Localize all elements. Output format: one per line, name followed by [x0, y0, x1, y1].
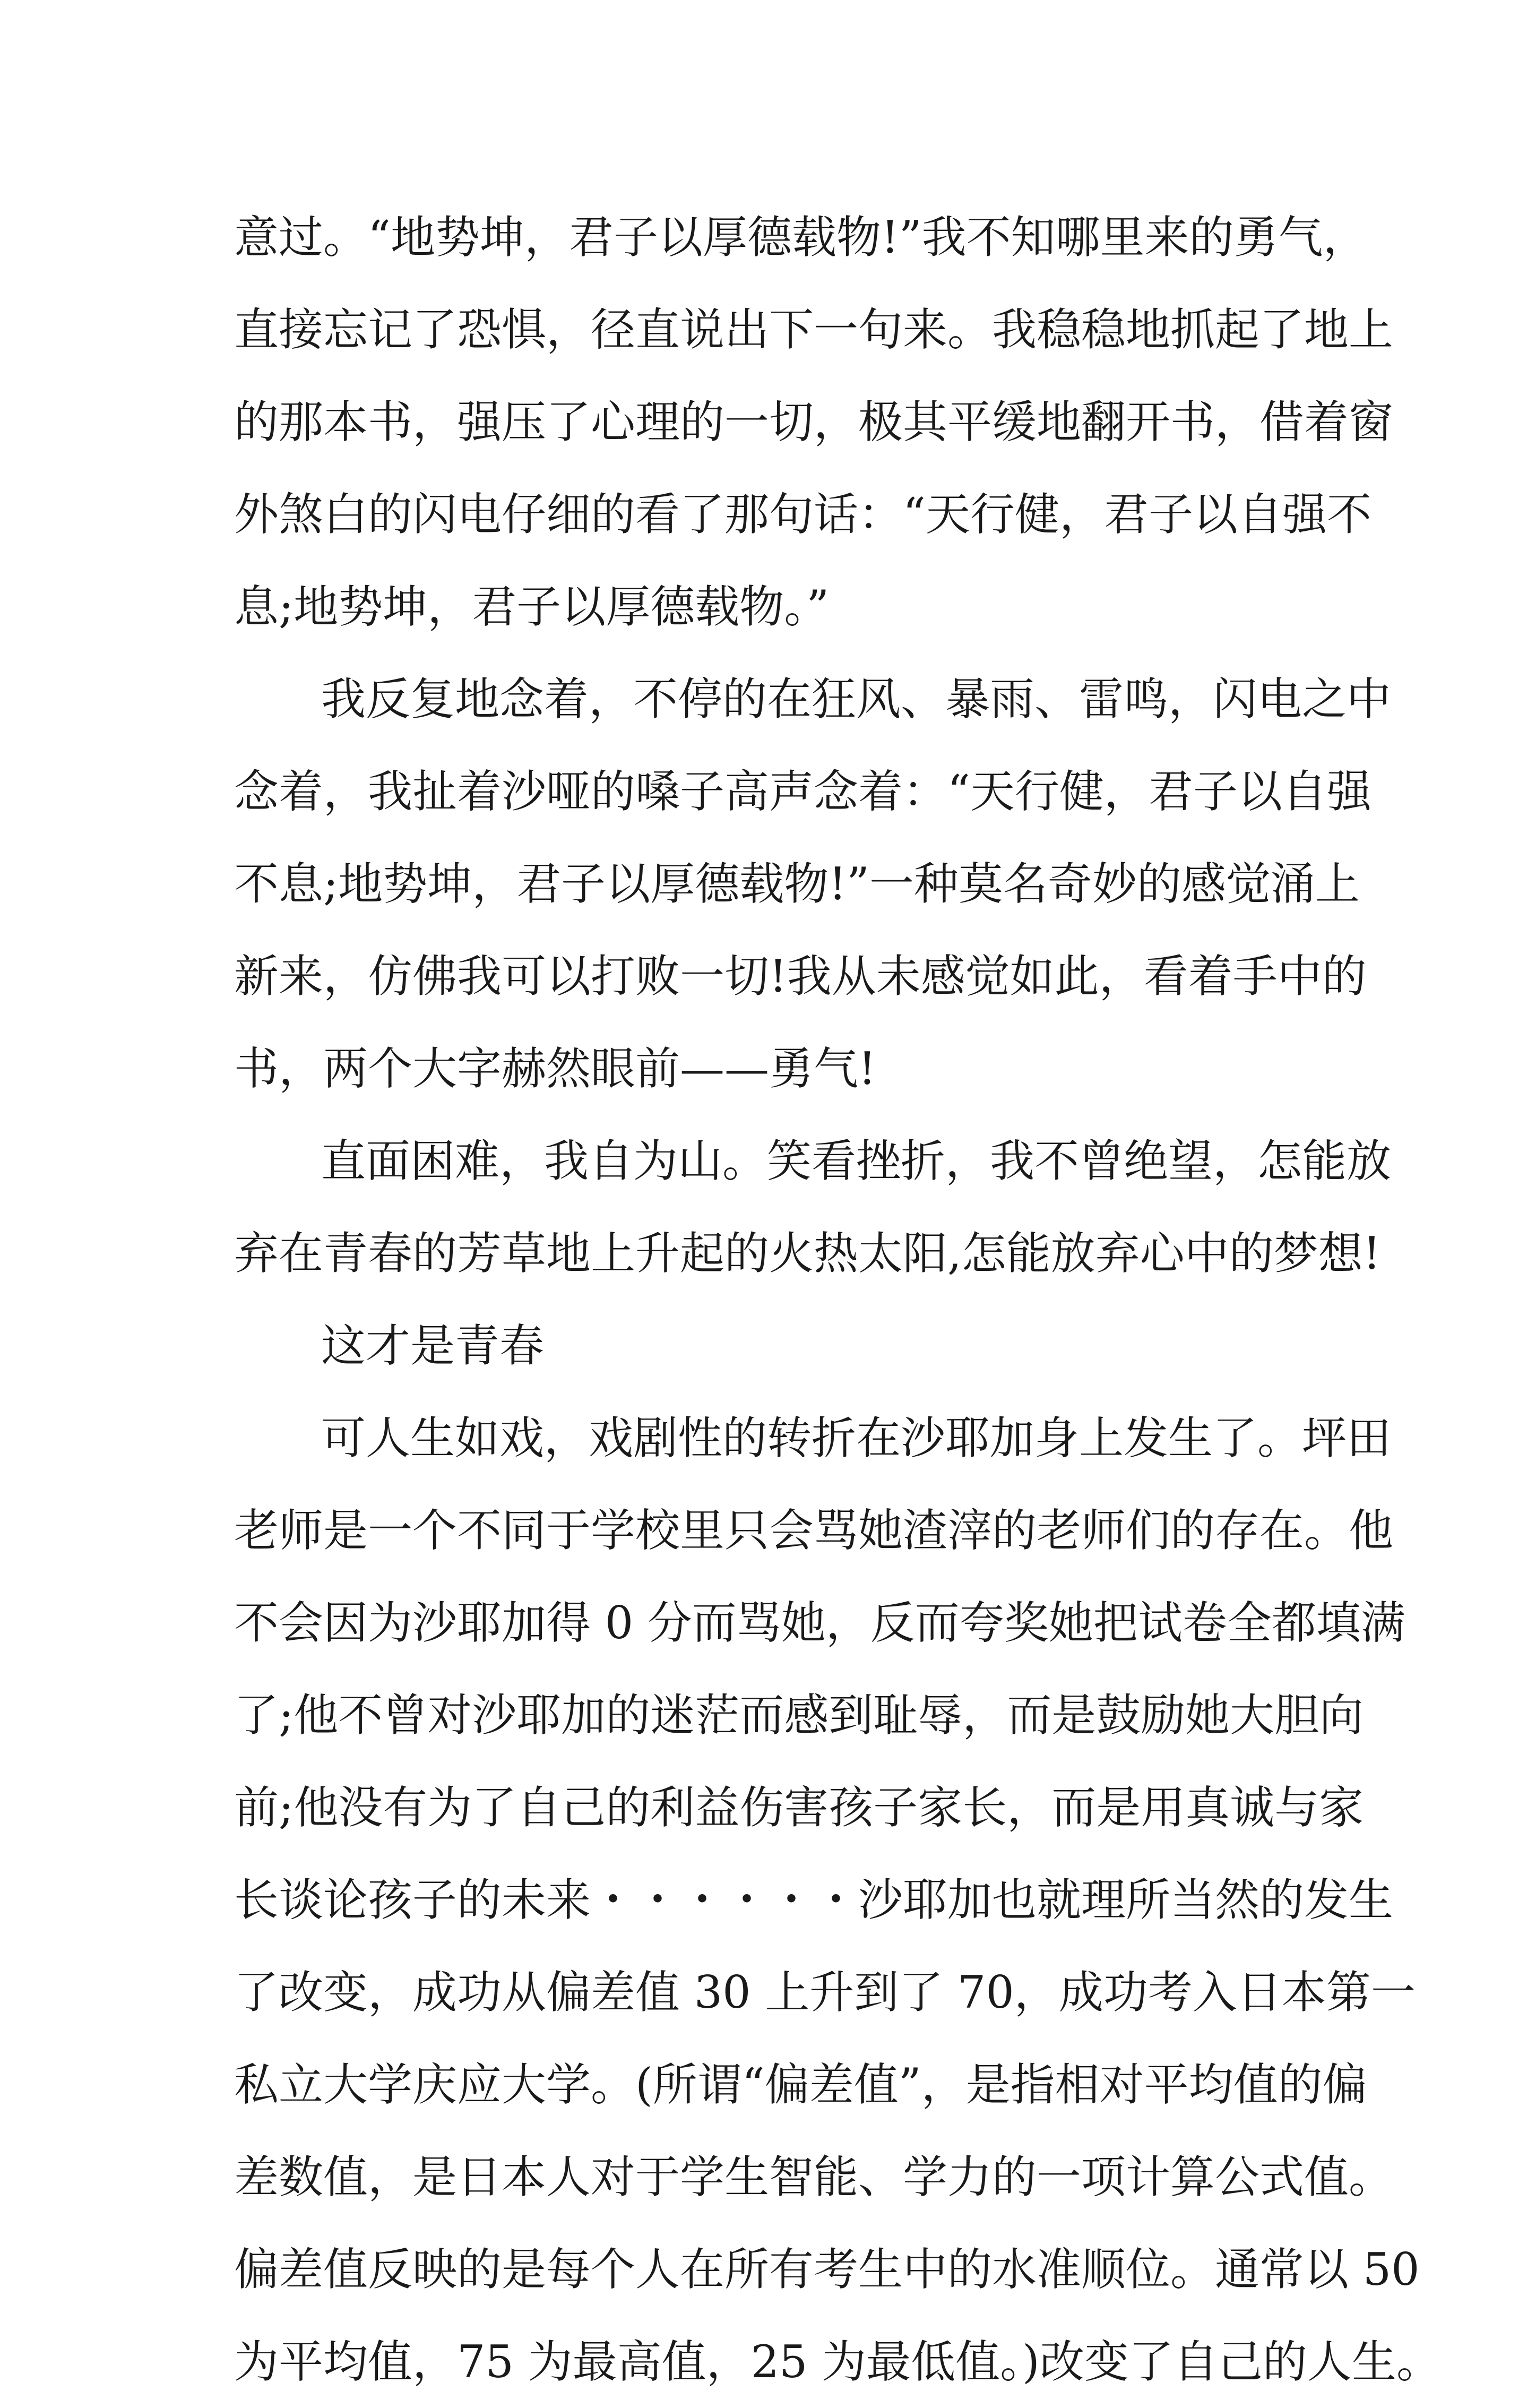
- body-text: [234, 191, 1441, 2408]
- text-line: 念着，我扯着沙哑的嗓子高声念着：“天行健，君子以自强: [234, 766, 1371, 818]
- paragraph-first-line: 可人生如戏，戏剧性的转折在沙耶加身上发生了。坪田: [321, 1412, 1392, 1464]
- text-line: 外煞白的闪电仔细的看了那句话：“天行健，君子以自强不: [234, 488, 1371, 540]
- text-line: 私立大学庆应大学。(所谓“偏差值”，是指相对平均值的偏: [234, 2059, 1367, 2111]
- text-line: 偏差值反映的是每个人在所有考生中的水准顺位。通常以 50: [234, 2243, 1420, 2295]
- text-line: 意过。“地势坤，君子以厚德载物!”我不知哪里来的勇气，: [234, 211, 1368, 263]
- text-line: 不息;地势坤，君子以厚德载物!”一种莫名奇妙的感觉涌上: [234, 858, 1360, 910]
- paragraph-first-line: 直面困难，我自为山。笑看挫折，我不曾绝望，怎能放: [321, 1135, 1392, 1187]
- text-line: 新来，仿佛我可以打败一切!我从未感觉如此，看着手中的: [234, 950, 1367, 1002]
- text-line: 书，两个大字赫然眼前——勇气!: [234, 1043, 876, 1095]
- text-line: 为平均值，75 为最高值，25 为最低值。)改变了自己的人生。: [234, 2336, 1441, 2388]
- text-line: 弃在青春的芳草地上升起的火热太阳,怎能放弃心中的梦想!: [234, 1227, 1381, 1279]
- text-line: 了改变，成功从偏差值 30 上升到了 70，成功考入日本第一: [234, 1966, 1416, 2018]
- text-line: 息;地势坤，君子以厚德载物。”: [234, 581, 830, 633]
- text-line: 前;他没有为了自己的利益伤害孩子家长，而是用真诚与家: [234, 1782, 1364, 1834]
- text-line: 老师是一个不同于学校里只会骂她渣滓的老师们的存在。他: [234, 1504, 1394, 1556]
- paragraph-first-line: 我反复地念着，不停的在狂风、暴雨、雷鸣，闪电之中: [321, 673, 1392, 725]
- text-line: 不会因为沙耶加得 0 分而骂她，反而夸奖她把试卷全都填满: [234, 1597, 1405, 1649]
- text-line: 直接忘记了恐惧，径直说出下一句来。我稳稳地抓起了地上: [234, 304, 1394, 356]
- text-line: 的那本书，强压了心理的一切，极其平缓地翻开书，借着窗: [234, 396, 1394, 448]
- text-line: 长谈论孩子的未来・・・・・・沙耶加也就理所当然的发生: [234, 1874, 1394, 1926]
- section-heading: 这才是青春: [321, 1320, 545, 1372]
- text-line: 差数值，是日本人对于学生智能、学力的一项计算公式值。: [234, 2151, 1394, 2203]
- text-line: 了;他不曾对沙耶加的迷茫而感到耻辱，而是鼓励她大胆向: [234, 1689, 1364, 1741]
